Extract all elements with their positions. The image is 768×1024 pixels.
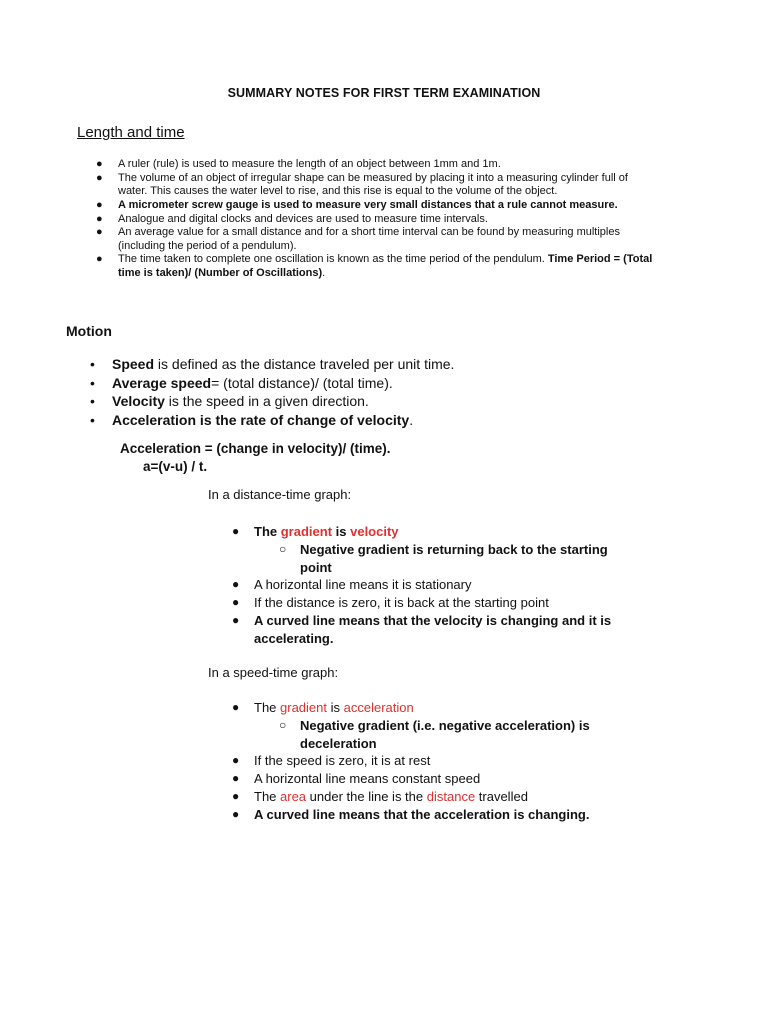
bullet-icon: ● — [232, 788, 240, 803]
list-item: • Acceleration is the rate of change of velocity. — [90, 411, 414, 428]
section-heading-motion: Motion — [66, 323, 112, 339]
list-item: ● The area under the line is the distance travelled — [232, 788, 528, 804]
list-item: ○ Negative gradient (i.e. negative acceleration) is deceleration — [279, 717, 590, 751]
acceleration-equation: a=(v-u) / t. — [143, 459, 208, 474]
acceleration-formula: Acceleration = (change in velocity)/ (time). — [120, 441, 391, 456]
list-item: ● A horizontal line means it is stationary — [232, 577, 472, 593]
page-title: SUMMARY NOTES FOR FIRST TERM EXAMINATION — [227, 86, 541, 100]
list-item: ● The time taken to complete one oscillation is known as the time period of the pendulum. Time Period = (Total time is taken)/ (Number of Oscillations). — [96, 253, 653, 279]
list-item: • Average speed= (total distance)/ (total time). — [90, 374, 393, 391]
motion-list — [90, 355, 690, 429]
bullet-icon: ● — [96, 158, 103, 170]
bullet-icon: ● — [96, 253, 103, 266]
bullet-icon: • — [90, 356, 95, 372]
bullet-icon: ● — [232, 524, 240, 538]
bullet-icon: ● — [232, 700, 240, 714]
bullet-icon: ● — [96, 198, 103, 211]
bullet-icon: ● — [96, 212, 103, 225]
distance-time-heading: In a distance-time graph: — [208, 487, 352, 502]
bullet-icon: • — [90, 374, 95, 391]
bullet-icon: ● — [232, 595, 240, 610]
bullet-icon: ● — [232, 771, 240, 786]
list-item: ● Analogue and digital clocks and devices are used to measure time intervals. — [96, 212, 488, 225]
section-heading-length-time: Length and time — [77, 124, 185, 141]
bullet-icon: • — [90, 393, 95, 410]
bullet-icon: ● — [232, 753, 240, 768]
bullet-icon: ● — [232, 806, 240, 821]
list-item: • Speed is defined as the distance traveled per unit time. — [90, 356, 455, 372]
list-item: ● A ruler (rule) is used to measure the length of an object between 1mm and 1m. — [96, 158, 501, 170]
bullet-icon: ● — [232, 577, 240, 592]
speed-time-list — [232, 699, 612, 824]
bullet-icon: • — [90, 411, 95, 428]
list-item: ● The gradient is velocity — [232, 524, 399, 539]
list-item: ● If the distance is zero, it is back at the starting point — [232, 595, 549, 611]
circle-bullet-icon: ○ — [279, 541, 287, 556]
bullet-icon: ● — [96, 171, 103, 184]
list-item: ● A curved line means that the velocity is changing and it is accelerating. — [232, 612, 612, 646]
length-time-list — [96, 158, 656, 280]
distance-time-list — [232, 523, 612, 648]
list-item: ● A micrometer screw gauge is used to measure very small distances that a rule cannot measure. — [96, 198, 618, 211]
list-item: ● An average value for a small distance and for a short time interval can be found by measuring multiples (including the period of a pendulum). — [96, 226, 620, 252]
list-item: ● If the speed is zero, it is at rest — [232, 753, 431, 769]
time-period-formula: Time Period = (Total time is taken)/ (Number of Oscillations) — [118, 253, 653, 279]
bullet-icon: ● — [96, 226, 103, 239]
list-item: ● A curved line means that the acceleration is changing. — [232, 806, 590, 822]
list-item: • Velocity is the speed in a given direction. — [90, 393, 369, 410]
list-item: ○ Negative gradient is returning back to the starting point — [279, 541, 608, 575]
speed-time-heading: In a speed-time graph: — [208, 665, 339, 680]
bullet-icon: ● — [232, 612, 240, 627]
list-item: ● The gradient is acceleration — [232, 700, 414, 715]
list-item: ● The volume of an object of irregular shape can be measured by placing it into a measuring cylinder full of water. This causes the water level to rise, and this rise is equal to the volume of the object. — [96, 171, 628, 197]
circle-bullet-icon: ○ — [279, 717, 287, 732]
list-item: ● A horizontal line means constant speed — [232, 771, 481, 787]
